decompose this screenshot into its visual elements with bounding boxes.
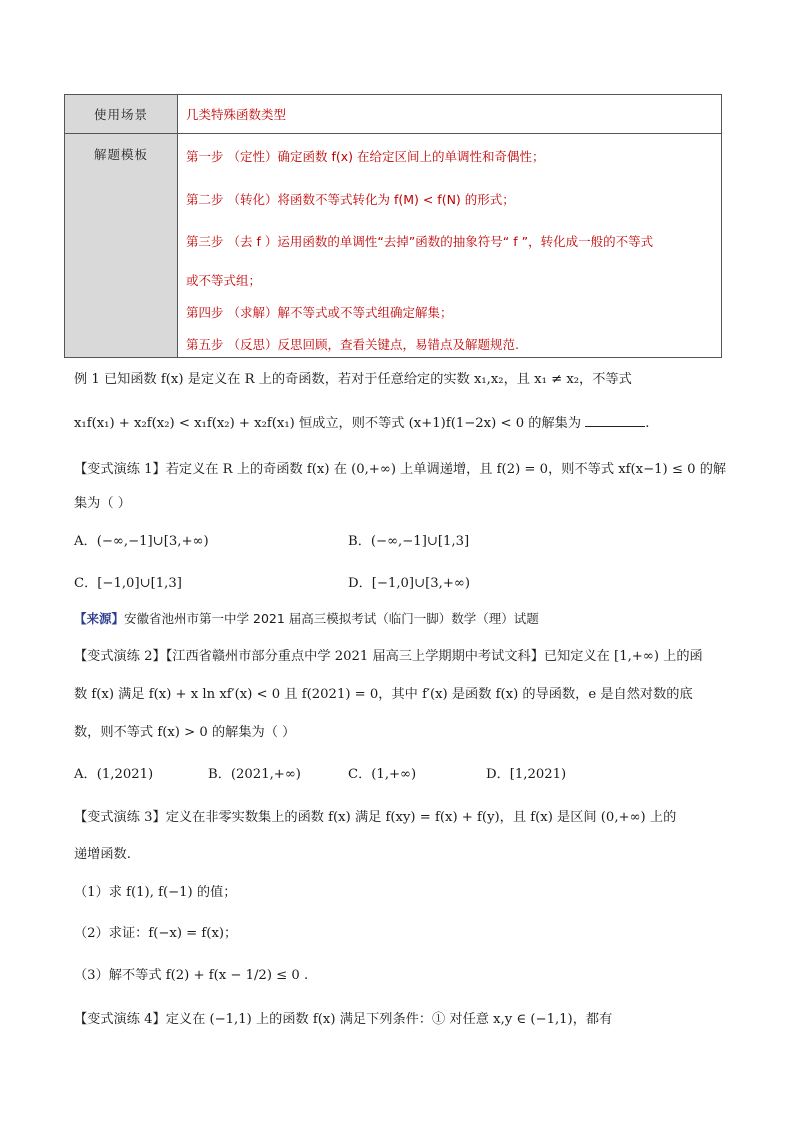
example1-line2 xyxy=(74,412,649,431)
drill2-option-c: C．(1,+∞) xyxy=(348,767,417,782)
source-line xyxy=(74,609,539,627)
drill2-option-d: D．[1,2021) xyxy=(486,767,567,782)
answer-blank xyxy=(585,414,645,427)
drill3-q3: （3）解不等式 f(2) + f(x − 1/2) ≤ 0 . xyxy=(74,968,309,983)
example1-line1: 例 1 已知函数 f(x) 是定义在 R 上的奇函数，若对于任意给定的实数 x₁,x₂，且 x₁ ≠ x₂，不等式 xyxy=(74,372,632,387)
step-3-cont: 或不等式组； xyxy=(186,273,262,288)
drill1-option-a: A．(−∞,−1]∪[3,+∞) xyxy=(74,534,209,549)
drill3-line1: 【变式演练 3】定义在非零实数集上的函数 f(x) 满足 f(xy) = f(x) + f(y)，且 f(x) 是区间 (0,+∞) 上的 xyxy=(74,810,677,825)
template-label: 解题模板 xyxy=(93,147,148,162)
drill1-option-b: B．(−∞,−1]∪[1,3] xyxy=(348,534,470,549)
drill2-line3: 数，则不等式 f(x) > 0 的解集为（ ） xyxy=(74,725,296,740)
drill4-line1: 【变式演练 4】定义在 (−1,1) 上的函数 f(x) 满足下列条件：① 对任意 x,y ∈ (−1,1)，都有 xyxy=(74,1012,613,1027)
drill3-line2: 递增函数. xyxy=(74,847,131,862)
step-1: 第一步 （定性）确定函数 f(x) 在给定区间上的单调性和奇偶性； xyxy=(186,149,545,164)
scene-label: 使用场景 xyxy=(93,107,148,122)
example1-line2-end: . xyxy=(645,416,650,431)
drill3-q2: （2）求证：f(−x) = f(x)； xyxy=(74,926,238,941)
step-3: 第三步 （去 f ）运用函数的单调性“去掉”函数的抽象符号“ f ”，转化成一般的不等式 xyxy=(186,234,654,249)
scene-value: 几类特殊函数类型 xyxy=(186,107,287,122)
step-2: 第二步 （转化）将函数不等式转化为 f(M) < f(N) 的形式； xyxy=(186,192,515,207)
step-5: 第五步 （反思）反思回顾，查看关键点，易错点及解题规范. xyxy=(186,337,519,352)
source-tag: 【来源】 xyxy=(74,611,125,626)
source-text: 安徽省池州市第一中学 2021 届高三模拟考试（临门一脚）数学（理）试题 xyxy=(124,611,539,626)
drill3-q1: （1）求 f(1), f(−1) 的值； xyxy=(74,885,237,900)
template-table xyxy=(64,94,722,358)
step-4: 第四步 （求解）解不等式或不等式组确定解集； xyxy=(186,305,453,320)
table-label-column xyxy=(65,95,178,357)
drill2-option-a: A．(1,2021) xyxy=(74,767,154,782)
drill1-option-d: D．[−1,0]∪[3,+∞) xyxy=(348,576,471,591)
drill2-line1: 【变式演练 2】【江西省赣州市部分重点中学 2021 届高三上学期期中考试文科】已知定义在 [1,+∞) 上的函 xyxy=(74,649,703,664)
drill1-line2: 集为（ ） xyxy=(74,496,131,511)
example1-line2-text: x₁f(x₁) + x₂f(x₂) < x₁f(x₂) + x₂f(x₁) 恒成立，则不等式 (x+1)f(1−2x) < 0 的解集为 xyxy=(74,416,582,431)
drill1-line1: 【变式演练 1】若定义在 R 上的奇函数 f(x) 在 (0,+∞) 上单调递增，且 f(2) = 0，则不等式 xf(x−1) ≤ 0 的解 xyxy=(74,462,727,477)
drill2-option-b: B．(2021,+∞) xyxy=(208,767,301,782)
drill2-line2: 数 f(x) 满足 f(x) + x ln xf′(x) < 0 且 f(2021) = 0，其中 f′(x) 是函数 f(x) 的导函数，e 是自然对数的底 xyxy=(74,687,693,702)
drill1-option-c: C．[−1,0]∪[1,3] xyxy=(74,576,182,591)
